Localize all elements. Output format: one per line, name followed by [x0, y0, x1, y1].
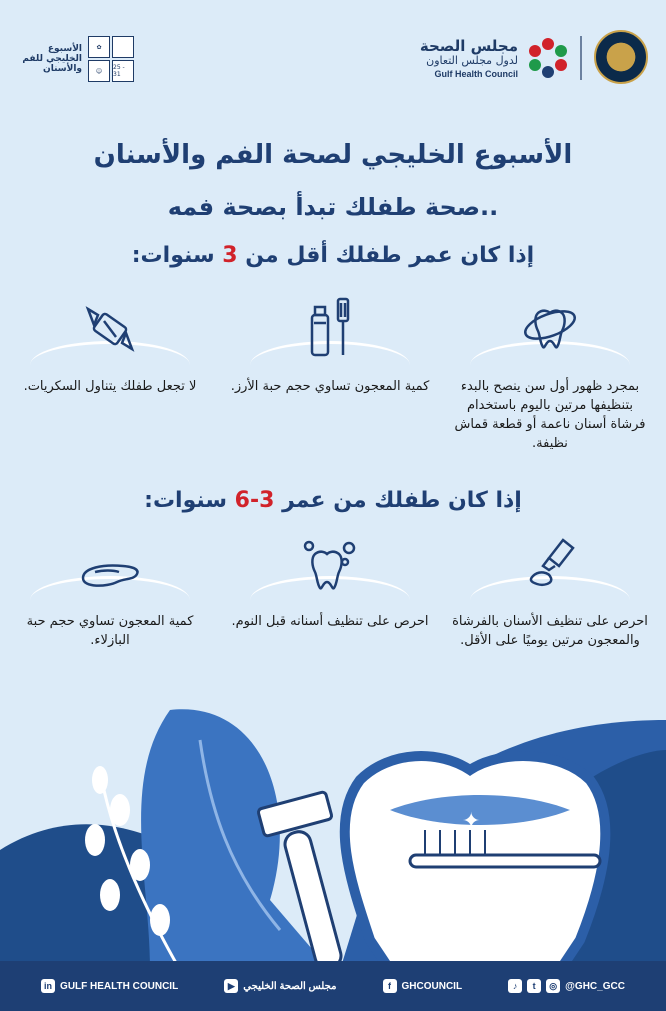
toothpaste-brush-icon [300, 297, 360, 359]
week-logo-text: الأسبوع الخليجي للفم والأسنان [22, 44, 82, 74]
tooth-icon [520, 299, 580, 359]
section1-title-post: سنوات: [131, 243, 223, 268]
candy-icon [78, 299, 142, 359]
clean-tooth-icon [299, 536, 361, 594]
footer-social[interactable] [508, 979, 625, 993]
tip-rice-size [230, 290, 430, 396]
divider [580, 36, 582, 80]
tip-first-tooth [450, 290, 650, 453]
tip-pea-size [10, 525, 210, 650]
section2-title-post: سنوات: [144, 488, 235, 513]
footer-social-label: @GHC_GCC [565, 980, 625, 992]
week-dates: 25 - 31 [112, 60, 134, 82]
svg-text:✦: ✦ [462, 809, 481, 834]
section2-title-pre: إذا كان طفلك من عمر [274, 488, 522, 513]
tip-text: كمية المعجون تساوي حجم حبة الأرز. [230, 379, 430, 394]
ghc-logo-mark [524, 34, 572, 82]
facebook-icon: f [383, 979, 397, 993]
week-logo [22, 36, 134, 82]
footer-facebook-label: GHCOUNCIL [401, 980, 463, 992]
tip-text: لا تجعل طفلك يتناول السكريات. [23, 379, 197, 394]
tip-text: احرص على تنظيف الأسنان بالفرشاة والمعجون مرتين يوميًا على الأقل. [452, 614, 648, 648]
footer-youtube-label: مجلس الصحة الخليجي [243, 980, 337, 992]
section2-title-num: 3-6 [234, 488, 275, 513]
section1-title-pre: إذا كان عمر طفلك أقل من [237, 243, 535, 268]
youtube-icon: ▶ [224, 979, 238, 993]
section2-title [0, 488, 666, 513]
footer-facebook[interactable] [383, 979, 463, 993]
section1-title-num: 3 [222, 243, 238, 268]
tip-text: كمية المعجون تساوي حجم حبة البازلاء. [26, 614, 194, 648]
linkedin-icon: in [41, 979, 55, 993]
paste-blob-icon [75, 554, 145, 594]
tip-text: بمجرد ظهور أول سن ينصح بالبدء بتنظيفها مرتين باليوم باستخدام فرشاة أسنان ناعمة أو قطعة قماش نظيفة. [454, 379, 646, 451]
footer-bar [0, 961, 666, 1011]
tip-text: احرص على تنظيف أسنانه قبل النوم. [231, 614, 429, 629]
tip-before-sleep [230, 525, 430, 631]
org-name-en: Gulf Health Council [434, 69, 518, 79]
week-logo-cell: ☺ [88, 60, 110, 82]
footer-youtube[interactable] [224, 979, 336, 993]
main-title: الأسبوع الخليجي لصحة الفم والأسنان [93, 140, 573, 170]
section1-title [0, 243, 666, 268]
instagram-icon: ◎ [546, 979, 560, 993]
tooth-brushing-illustration [0, 680, 666, 970]
week-logo-cell [112, 36, 134, 58]
ghc-org-name [420, 38, 518, 80]
footer-linkedin[interactable] [41, 979, 178, 993]
tip-brush-twice [450, 525, 650, 650]
twitter-icon: t [527, 979, 541, 993]
week-logo-cell: ✿ [88, 36, 110, 58]
tiktok-icon: ♪ [508, 979, 522, 993]
gcc-emblem-logo [594, 30, 648, 84]
tip-no-sugar [10, 290, 210, 396]
footer-linkedin-label: GULF HEALTH COUNCIL [60, 980, 179, 992]
sub-title: صحة طفلك تبدأ بصحة فمه.. [167, 193, 499, 221]
org-name-ar: مجلس الصحة [419, 37, 518, 55]
toothpaste-tube-icon [519, 536, 581, 594]
org-name-ar-sub: لدول مجلس التعاون [426, 54, 518, 67]
week-logo-grid [88, 36, 134, 82]
